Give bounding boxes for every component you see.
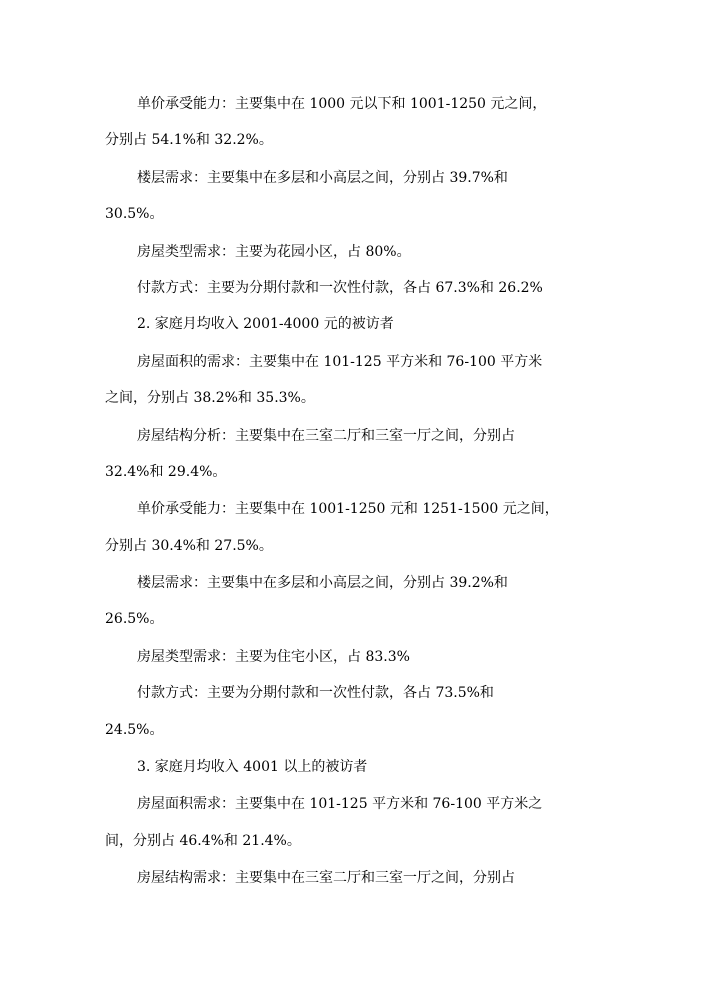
text-line: 房屋类型需求：主要为住宅小区，占 83.3% [137, 649, 410, 665]
section-heading: 3. 家庭月均收入 4001 以上的被访者 [137, 759, 368, 775]
text-line: 付款方式：主要为分期付款和一次性付款，各占 73.5%和 [137, 685, 494, 701]
text-line: 分别占 30.4%和 27.5%。 [105, 538, 273, 554]
text-line: 楼层需求：主要集中在多层和小高层之间，分别占 39.7%和 [137, 170, 508, 186]
text-line: 32.4%和 29.4%。 [105, 464, 227, 480]
text-line: 付款方式：主要为分期付款和一次性付款，各占 67.3%和 26.2% [137, 280, 543, 296]
text-line: 24.5%。 [105, 722, 164, 738]
text-line: 房屋面积需求：主要集中在 101-125 平方米和 76-100 平方米之 [137, 796, 543, 812]
text-line: 房屋面积的需求：主要集中在 101-125 平方米和 76-100 平方米 [137, 354, 543, 370]
text-line: 分别占 54.1%和 32.2%。 [105, 132, 273, 148]
text-line: 间，分别占 46.4%和 21.4%。 [105, 833, 301, 849]
text-line: 房屋结构分析：主要集中在三室二厅和三室一厅之间，分别占 [137, 428, 515, 444]
text-line: 26.5%。 [105, 611, 164, 627]
text-line: 之间，分别占 38.2%和 35.3%。 [105, 390, 315, 406]
section-heading: 2. 家庭月均收入 2001-4000 元的被访者 [137, 316, 394, 332]
text-line: 房屋结构需求：主要集中在三室二厅和三室一厅之间，分别占 [137, 870, 515, 886]
text-line: 30.5%。 [105, 206, 164, 222]
text-line: 单价承受能力：主要集中在 1001-1250 元和 1251-1500 元之间， [137, 501, 559, 517]
text-line: 单价承受能力：主要集中在 1000 元以下和 1001-1250 元之间， [137, 96, 547, 112]
text-line: 楼层需求：主要集中在多层和小高层之间，分别占 39.2%和 [137, 575, 508, 591]
text-line: 房屋类型需求：主要为花园小区，占 80%。 [137, 244, 411, 260]
